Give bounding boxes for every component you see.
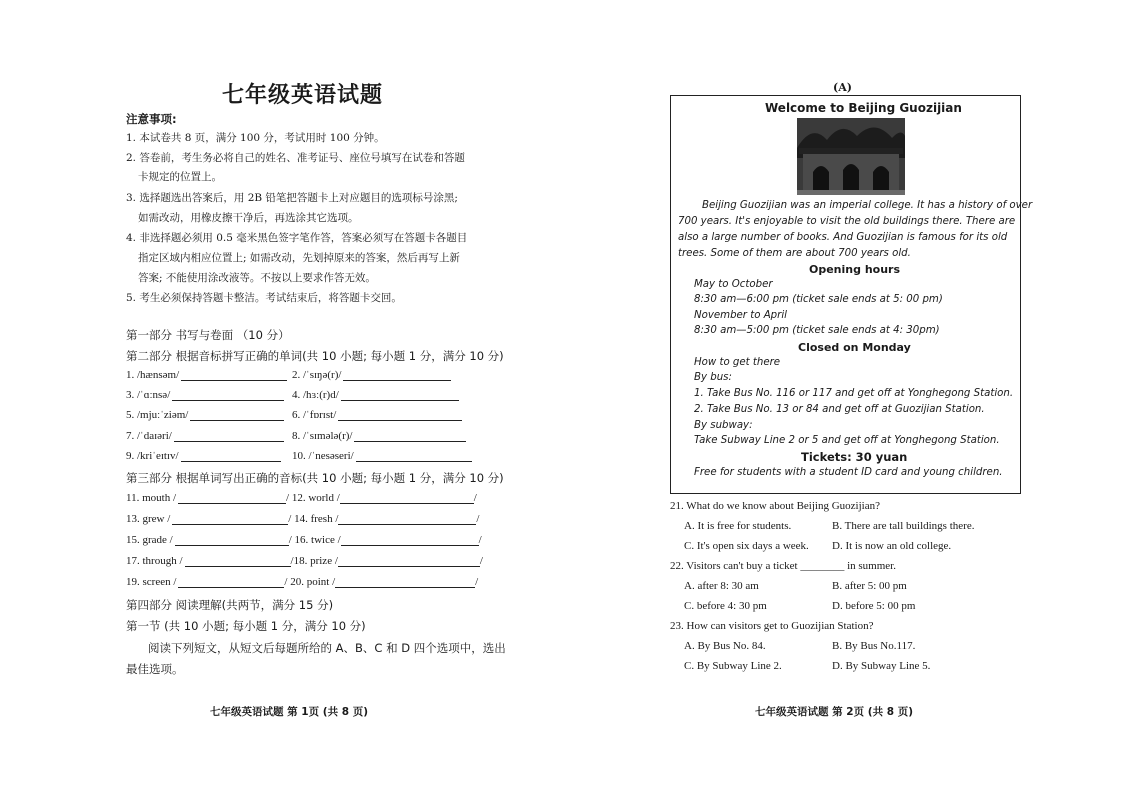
notice-line: 3. 选择题选出答案后，用 2B 铅笔把答题卡上对应题目的选项标号涂黑;: [126, 192, 458, 204]
slash: /: [476, 513, 480, 525]
directions-line: Take Subway Line 2 or 5 and get off at Yonghegong Station.: [694, 435, 1000, 446]
word-question: / 14. fresh /: [288, 513, 339, 525]
answer-blank[interactable]: [174, 431, 284, 442]
word-question: 19. screen /: [126, 576, 177, 588]
ad-text-line: also a large number of books. And Guozijian is famous for its old: [678, 232, 1008, 243]
directions-line: 2. Take Bus No. 13 or 84 and get off at Guozijian Station.: [694, 404, 985, 415]
answer-blank[interactable]: [338, 556, 480, 567]
part2-heading: 第二部分 根据音标拼写正确的单词(共 10 小题; 每小题 1 分，满分 10 分): [126, 349, 504, 363]
slash: /: [479, 555, 483, 567]
answer-option[interactable]: B. There are tall buildings there.: [832, 520, 975, 532]
ad-text-line: trees. Some of them are about 700 years old.: [678, 248, 911, 259]
word-question: 13. grew /: [126, 513, 171, 525]
answer-option[interactable]: C. before 4: 30 pm: [684, 600, 767, 612]
answer-blank[interactable]: [172, 514, 288, 525]
notice-line: 答案; 不能使用涂改液等。不按以上要求作答无效。: [138, 272, 376, 284]
phonetic-question: 9. /kriˈeɪtɪv/: [126, 450, 179, 462]
phonetic-question: 1. /hænsəm/: [126, 369, 180, 381]
answer-blank[interactable]: [338, 514, 476, 525]
answer-option[interactable]: C. It's open six days a week.: [684, 540, 809, 552]
question-stem: 22. Visitors can't buy a ticket ________ in summer.: [670, 560, 896, 572]
hours-line: May to October: [694, 279, 773, 290]
question-stem: 21. What do we know about Beijing Guozijian?: [670, 500, 880, 512]
slash: /: [475, 576, 479, 588]
section1-heading: 第一节 (共 10 小题; 每小题 1 分，满分 10 分): [126, 619, 366, 633]
notice-line: 卡规定的位置上。: [138, 171, 222, 183]
guozijian-gate-photo: [797, 118, 905, 195]
answer-option[interactable]: B. after 5: 00 pm: [832, 580, 907, 592]
notice-line: 如需改动，用橡皮擦干净后，再选涂其它选项。: [138, 212, 359, 224]
phonetic-question: 4. /hɜː(r)d/: [292, 389, 339, 401]
answer-blank[interactable]: [341, 390, 459, 401]
notice-line: 5. 考生必须保持答题卡整洁。考试结束后，将答题卡交回。: [126, 292, 402, 304]
notice-line: 4. 非选择题必须用 0.5 毫米黑色签字笔作答，答案必须写在答题卡各题目: [126, 232, 468, 244]
answer-option[interactable]: A. It is free for students.: [684, 520, 792, 532]
instruction-line: 阅读下列短文，从短文后每题所给的 A、B、C 和 D 四个选项中，选出: [148, 641, 506, 655]
word-question: / 20. point /: [284, 576, 336, 588]
question-stem: 23. How can visitors get to Guozijian Station?: [670, 620, 874, 632]
word-question: / 12. world /: [286, 492, 340, 504]
tickets-price: Tickets: 30 yuan: [801, 450, 908, 464]
answer-blank[interactable]: [178, 577, 284, 588]
hours-line: 8:30 am—6:00 pm (ticket sale ends at 5: 00 pm): [694, 294, 943, 305]
answer-option[interactable]: A. By Bus No. 84.: [684, 640, 766, 652]
slash: /: [473, 492, 477, 504]
directions-line: By bus:: [694, 372, 732, 383]
phonetic-question: 10. /ˈnesəseri/: [292, 450, 354, 462]
page-footer: 七年级英语试题 第 2页 (共 8 页): [755, 706, 913, 718]
part1-heading: 第一部分 书写与卷面 （10 分）: [126, 328, 290, 342]
answer-option[interactable]: B. By Bus No.117.: [832, 640, 916, 652]
exam-page-2: [560, 0, 1123, 793]
part4-heading: 第四部分 阅读理解(共两节，满分 15 分): [126, 598, 334, 612]
page-title: 七年级英语试题: [222, 83, 384, 108]
answer-blank[interactable]: [181, 451, 281, 462]
hours-line: November to April: [694, 310, 787, 321]
answer-option[interactable]: C. By Subway Line 2.: [684, 660, 782, 672]
page-footer: 七年级英语试题 第 1页 (共 8 页): [210, 706, 368, 718]
part3-heading: 第三部分 根据单词写出正确的音标(共 10 小题; 每小题 1 分，满分 10 分): [126, 471, 504, 485]
slash: /: [478, 534, 482, 546]
answer-option[interactable]: A. after 8: 30 am: [684, 580, 759, 592]
phonetic-question: 5. /mjuːˈziəm/: [126, 409, 189, 421]
word-question: / 16. twice /: [288, 534, 341, 546]
answer-blank[interactable]: [175, 535, 289, 546]
free-note: Free for students with a student ID card and young children.: [694, 467, 1003, 478]
exam-page-1: [0, 0, 560, 793]
answer-blank[interactable]: [190, 410, 284, 421]
answer-blank[interactable]: [172, 390, 284, 401]
phonetic-question: 8. /ˈsɪmələ(r)/: [292, 430, 353, 442]
notice-line: 1. 本试卷共 8 页，满分 100 分，考试用时 100 分钟。: [126, 132, 385, 144]
answer-option[interactable]: D. It is now an old college.: [832, 540, 952, 552]
instruction-line: 最佳选项。: [126, 662, 184, 676]
phonetic-question: 7. /ˈdaɪəri/: [126, 430, 172, 442]
word-question: 17. through /: [126, 555, 183, 567]
opening-hours-heading: Opening hours: [809, 263, 901, 276]
ad-text-line: 700 years. It's enjoyable to visit the old buildings there. There are: [678, 216, 1016, 227]
directions-line: How to get there: [694, 357, 781, 368]
answer-blank[interactable]: [354, 431, 466, 442]
answer-blank[interactable]: [335, 577, 475, 588]
word-question: 11. mouth /: [126, 492, 177, 504]
notice-heading: 注意事项:: [126, 112, 177, 126]
ad-text-line: Beijing Guozijian was an imperial college. It has a history of over: [702, 200, 1033, 211]
phonetic-question: 6. /ˈfɒrɪst/: [292, 409, 337, 421]
phonetic-question: 3. /ˈɑːnsə/: [126, 389, 171, 401]
answer-blank[interactable]: [181, 370, 287, 381]
word-question: /18. prize /: [290, 555, 338, 567]
notice-line: 2. 答卷前，考生务必将自己的姓名、准考证号、座位号填写在试卷和答题: [126, 152, 465, 164]
ad-title: Welcome to Beijing Guozijian: [765, 101, 962, 115]
answer-blank[interactable]: [178, 493, 286, 504]
answer-blank[interactable]: [356, 451, 472, 462]
passage-label: (A): [833, 81, 852, 94]
word-question: 15. grade /: [126, 534, 173, 546]
closed-notice: Closed on Monday: [798, 341, 911, 354]
answer-blank[interactable]: [338, 410, 462, 421]
directions-line: By subway:: [694, 420, 753, 431]
answer-blank[interactable]: [340, 493, 474, 504]
phonetic-question: 2. /ˈsɪŋə(r)/: [292, 369, 342, 381]
answer-option[interactable]: D. By Subway Line 5.: [832, 660, 931, 672]
notice-line: 指定区域内相应位置上; 如需改动，先划掉原来的答案，然后再写上新: [138, 252, 460, 264]
answer-blank[interactable]: [343, 370, 451, 381]
hours-line: 8:30 am—5:00 pm (ticket sale ends at 4: 30pm): [694, 325, 940, 336]
answer-option[interactable]: D. before 5: 00 pm: [832, 600, 916, 612]
answer-blank[interactable]: [341, 535, 479, 546]
answer-blank[interactable]: [185, 556, 291, 567]
directions-line: 1. Take Bus No. 116 or 117 and get off at Yonghegong Station.: [694, 388, 1014, 399]
